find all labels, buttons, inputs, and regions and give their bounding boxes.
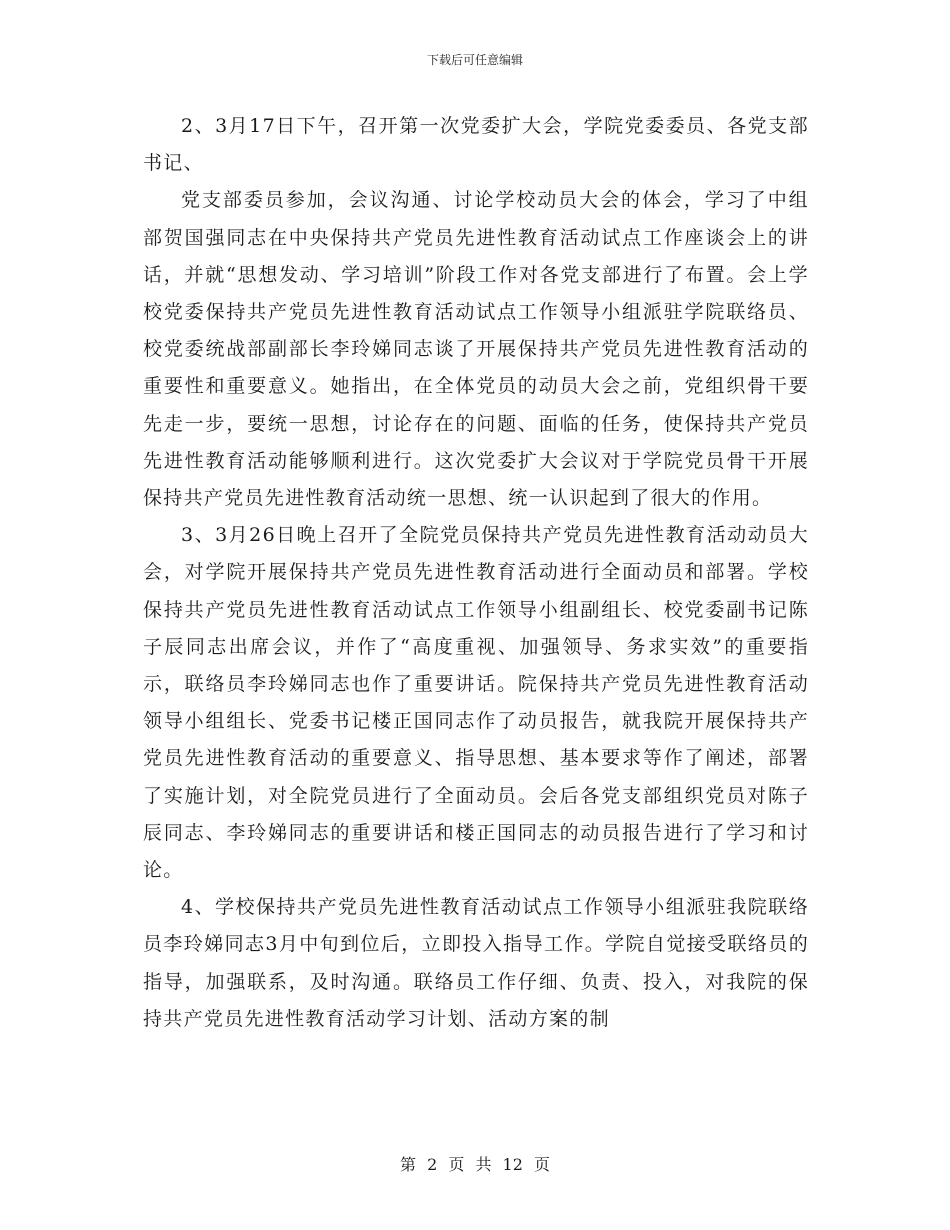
paragraph-participants: 党支部委员参加，会议沟通、讨论学校动员大会的体会，学习了中组部贺国强同志在中央保持共产党员先进性教育活动试点工作座谈会上的讲话，并就“思想发动、学习培训”阶段工作对各党支部进行了布置。会上学校党委保持共产党员先进性教育活动试点工作领导小组派驻学院联络员、校党委统战部副部长李玲娣同志谈了开展保持共产党员先进性教育活动的重要性和重要意义。她指出，在全体党员的动员大会之前，党组织骨干要先走一步，要统一思想，讨论存在的问题、面临的任务，使保持共产党员先进性教育活动能够顺利进行。这次党委扩大会议对于学院党员骨干开展保持共产党员先进性教育活动统一思想、统一认识起到了很大的作用。 (143, 189, 809, 510)
document-body (143, 108, 809, 1038)
page-number-footer: 第 2 页 共 12 页 (400, 1155, 550, 1174)
page-header-note: 下载后可任意编辑 (426, 53, 523, 67)
paragraph-item-2: 2、3月17日下午，召开第一次党委扩大会，学院党委委员、各党支部书记、 (143, 115, 809, 175)
paragraph-item-3: 3、3月26日晚上召开了全院党员保持共产党员先进性教育活动动员大会，对学院开展保持共产党员先进性教育活动进行全面动员和部署。学校保持共产党员先进性教育活动试点工作领导小组副组长、校党委副书记陈子辰同志出席会议，并作了“高度重视、加强领导、务求实效”的重要指示，联络员李玲娣同志也作了重要讲话。院保持共产党员先进性教育活动领导小组组长、党委书记楼正国同志作了动员报告，就我院开展保持共产党员先进性教育活动的重要意义、指导思想、基本要求等作了阐述，部署了实施计划，对全院党员进行了全面动员。会后各党支部组织党员对陈子辰同志、李玲娣同志的重要讲话和楼正国同志的动员报告进行了学习和讨论。 (143, 524, 809, 882)
paragraph-item-4: 4、学校保持共产党员先进性教育活动试点工作领导小组派驻我院联络员李玲娣同志3月中旬到位后，立即投入指导工作。学院自觉接受联络员的指导，加强联系，及时沟通。联络员工作仔细、负责、投入，对我院的保持共产党员先进性教育活动学习计划、活动方案的制 (143, 896, 809, 1030)
